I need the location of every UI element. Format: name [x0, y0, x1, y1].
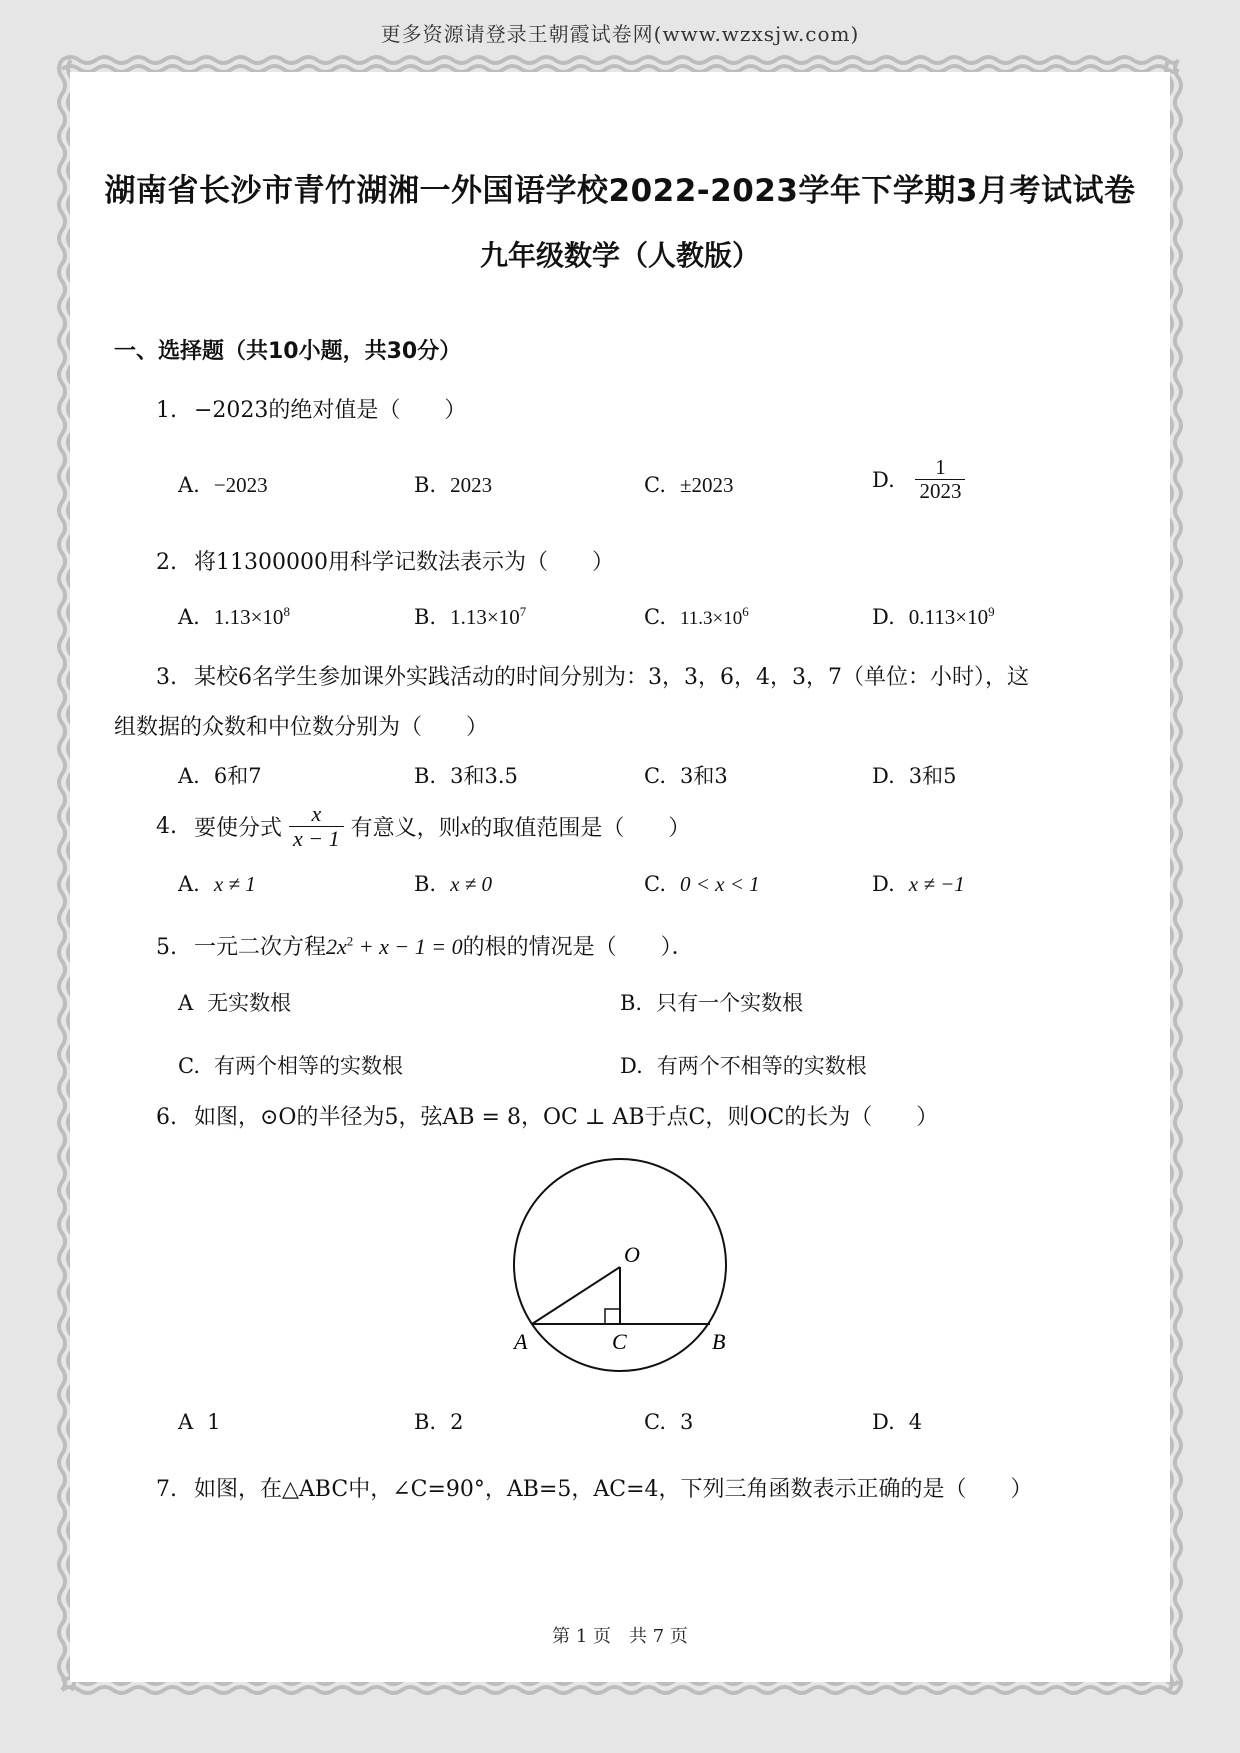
border-wave: [59, 60, 65, 1690]
question-number: 4.: [156, 814, 177, 840]
section-heading: 一、选择题（共10小题，共30分）: [114, 339, 462, 364]
option-text: x ≠ 1: [213, 872, 256, 896]
question-number: 5.: [156, 935, 177, 960]
q6-option-c[interactable]: [644, 1410, 693, 1434]
question-text: 某校6名学生参加课外实践活动的时间分别为：3，3，6，4，3，7（单位：小时），这: [194, 665, 1029, 690]
option-label: B.: [414, 872, 437, 896]
question-6: [156, 1100, 938, 1131]
option-label: D.: [872, 1410, 895, 1434]
fraction-numerator: x: [311, 801, 322, 826]
option-text: 3和3: [680, 764, 728, 788]
option-exponent: 9: [988, 604, 995, 619]
question-text-pre: 一元二次方程: [194, 935, 327, 960]
border-wave: [1175, 60, 1181, 1690]
q2-option-b[interactable]: [414, 604, 526, 630]
option-label: B.: [414, 605, 437, 629]
q5-option-b[interactable]: [620, 987, 803, 1017]
fraction: [915, 456, 965, 503]
equation-term: 2x: [326, 934, 347, 959]
border-wave: [62, 1687, 1178, 1693]
q5-option-d[interactable]: [620, 1050, 867, 1080]
option-text: 1: [207, 1410, 221, 1434]
option-label: A: [178, 1410, 194, 1434]
option-label: C.: [644, 1410, 666, 1434]
option-text: 0 < x < 1: [680, 872, 760, 896]
option-label: D.: [872, 872, 895, 896]
q4-option-b[interactable]: [414, 872, 492, 897]
option-label: B.: [414, 473, 437, 497]
label-a: A: [514, 1329, 528, 1354]
option-text: x ≠ −1: [908, 872, 965, 896]
question-number: 6.: [156, 1105, 177, 1130]
label-b: B: [712, 1329, 726, 1354]
option-label: A.: [178, 764, 200, 788]
fraction-numerator: 1: [935, 455, 946, 479]
question-number: 3.: [156, 665, 177, 690]
segment-oa: [532, 1267, 620, 1324]
option-text: 无实数根: [207, 991, 292, 1015]
option-label: C.: [644, 473, 666, 497]
question-text: 将11300000用科学记数法表示为（ ）: [194, 550, 614, 575]
exam-subtitle: 九年级数学（人教版）: [479, 239, 760, 272]
q3-option-a[interactable]: [178, 760, 262, 790]
q1-option-d[interactable]: [872, 456, 965, 503]
question-text: 如图，⊙O的半径为5，弦AB = 8，OC ⊥ AB于点C，则OC的长为（ ）: [194, 1105, 939, 1130]
q6-option-d[interactable]: [872, 1410, 922, 1434]
option-exponent: 8: [283, 604, 290, 619]
option-text: −2023: [213, 473, 268, 497]
q6-option-a[interactable]: [178, 1410, 221, 1434]
question-text-post: 的取值范围是（ ）: [470, 816, 691, 842]
question-3-continued: 组数据的众数和中位数分别为（ ）: [114, 715, 489, 740]
option-label: B.: [414, 1410, 437, 1434]
option-text: x ≠ 0: [450, 872, 492, 896]
option-text: ±2023: [680, 473, 734, 497]
fraction: [289, 802, 344, 851]
q3-option-c[interactable]: [644, 760, 728, 790]
border-wave: [62, 57, 1178, 63]
option-text: 11.3×10: [680, 608, 743, 629]
label-o: O: [624, 1242, 640, 1267]
q4-option-a[interactable]: [178, 872, 256, 897]
option-text: 0.113×10: [908, 605, 989, 629]
question-1: [156, 393, 466, 424]
circle-geometry-figure: [500, 1152, 740, 1382]
option-label: C.: [644, 605, 666, 629]
option-label: D.: [872, 605, 895, 629]
option-label: D.: [872, 467, 895, 492]
option-text: 3: [680, 1410, 694, 1434]
exam-title: 湖南省长沙市青竹湖湘一外国语学校2022-2023学年下学期3月考试试卷: [104, 173, 1136, 209]
question-text: 如图，在△ABC中，∠C=90°，AB=5，AC=4，下列三角函数表示正确的是（ ）: [194, 1477, 1033, 1502]
option-text: 1.13×10: [213, 605, 284, 629]
question-2: [156, 545, 614, 576]
q1-option-b[interactable]: [414, 473, 492, 498]
option-text: 3和5: [908, 764, 957, 788]
q4-option-d[interactable]: [872, 872, 965, 897]
option-label: D.: [872, 764, 895, 788]
option-text: 4: [908, 1410, 923, 1434]
question-number: 1.: [156, 398, 177, 423]
fraction-denominator: x − 1: [289, 826, 344, 851]
option-text: 有两个不相等的实数根: [656, 1054, 867, 1078]
question-number: 2.: [156, 550, 177, 575]
option-exponent: 7: [519, 604, 527, 619]
question-number: 7.: [156, 1477, 177, 1502]
question-7: [156, 1472, 1033, 1503]
fraction-denominator: 2023: [915, 479, 965, 503]
label-c: C: [612, 1329, 627, 1354]
q1-option-a[interactable]: [178, 473, 268, 498]
q4-option-c[interactable]: [644, 872, 760, 897]
q2-option-d[interactable]: [872, 604, 995, 630]
q3-option-d[interactable]: [872, 760, 957, 790]
question-text-mid: 有意义，则: [350, 816, 461, 842]
q6-option-b[interactable]: [414, 1410, 463, 1434]
question-5: [156, 930, 694, 961]
option-label: A.: [178, 473, 200, 497]
option-text: 2: [450, 1410, 464, 1434]
question-4: [156, 802, 690, 851]
question-text-post: 的根的情况是（ ）．: [462, 935, 694, 960]
option-text: 2023: [450, 473, 493, 497]
q2-option-c[interactable]: [644, 604, 749, 630]
site-header: 更多资源请登录王朝霞试卷网(www.wzxsjw.com): [380, 22, 860, 46]
option-exponent: 6: [742, 604, 749, 619]
equation-exponent: 2: [346, 933, 354, 949]
option-text: 3和3.5: [450, 764, 518, 788]
question-text-pre: 要使分式: [194, 816, 283, 842]
q5-option-c[interactable]: [178, 1050, 403, 1080]
option-label: D.: [620, 1054, 643, 1078]
option-label: C.: [178, 1054, 200, 1078]
option-text: 6和7: [213, 764, 262, 788]
option-label: A.: [178, 605, 200, 629]
right-angle-mark: [605, 1309, 620, 1324]
option-text: 只有一个实数根: [656, 991, 804, 1015]
page-footer: 第 1 页 共 7 页: [552, 1626, 688, 1647]
option-label: B.: [620, 991, 643, 1015]
question-text: −2023的绝对值是（ ）: [194, 398, 467, 423]
option-label: A.: [178, 872, 200, 896]
option-label: B.: [414, 764, 437, 788]
option-label: C.: [644, 872, 666, 896]
question-variable: x: [460, 813, 471, 839]
question-3: [156, 660, 1029, 691]
option-text: 1.13×10: [450, 605, 520, 629]
q1-option-c[interactable]: [644, 473, 734, 498]
equation-rest: + x − 1 = 0: [353, 934, 463, 959]
q2-option-a[interactable]: [178, 604, 290, 630]
option-text: 有两个相等的实数根: [214, 1054, 403, 1078]
q5-option-a[interactable]: [178, 987, 291, 1017]
option-label: A: [178, 991, 194, 1015]
option-label: C.: [644, 764, 666, 788]
q3-option-b[interactable]: [414, 760, 518, 790]
